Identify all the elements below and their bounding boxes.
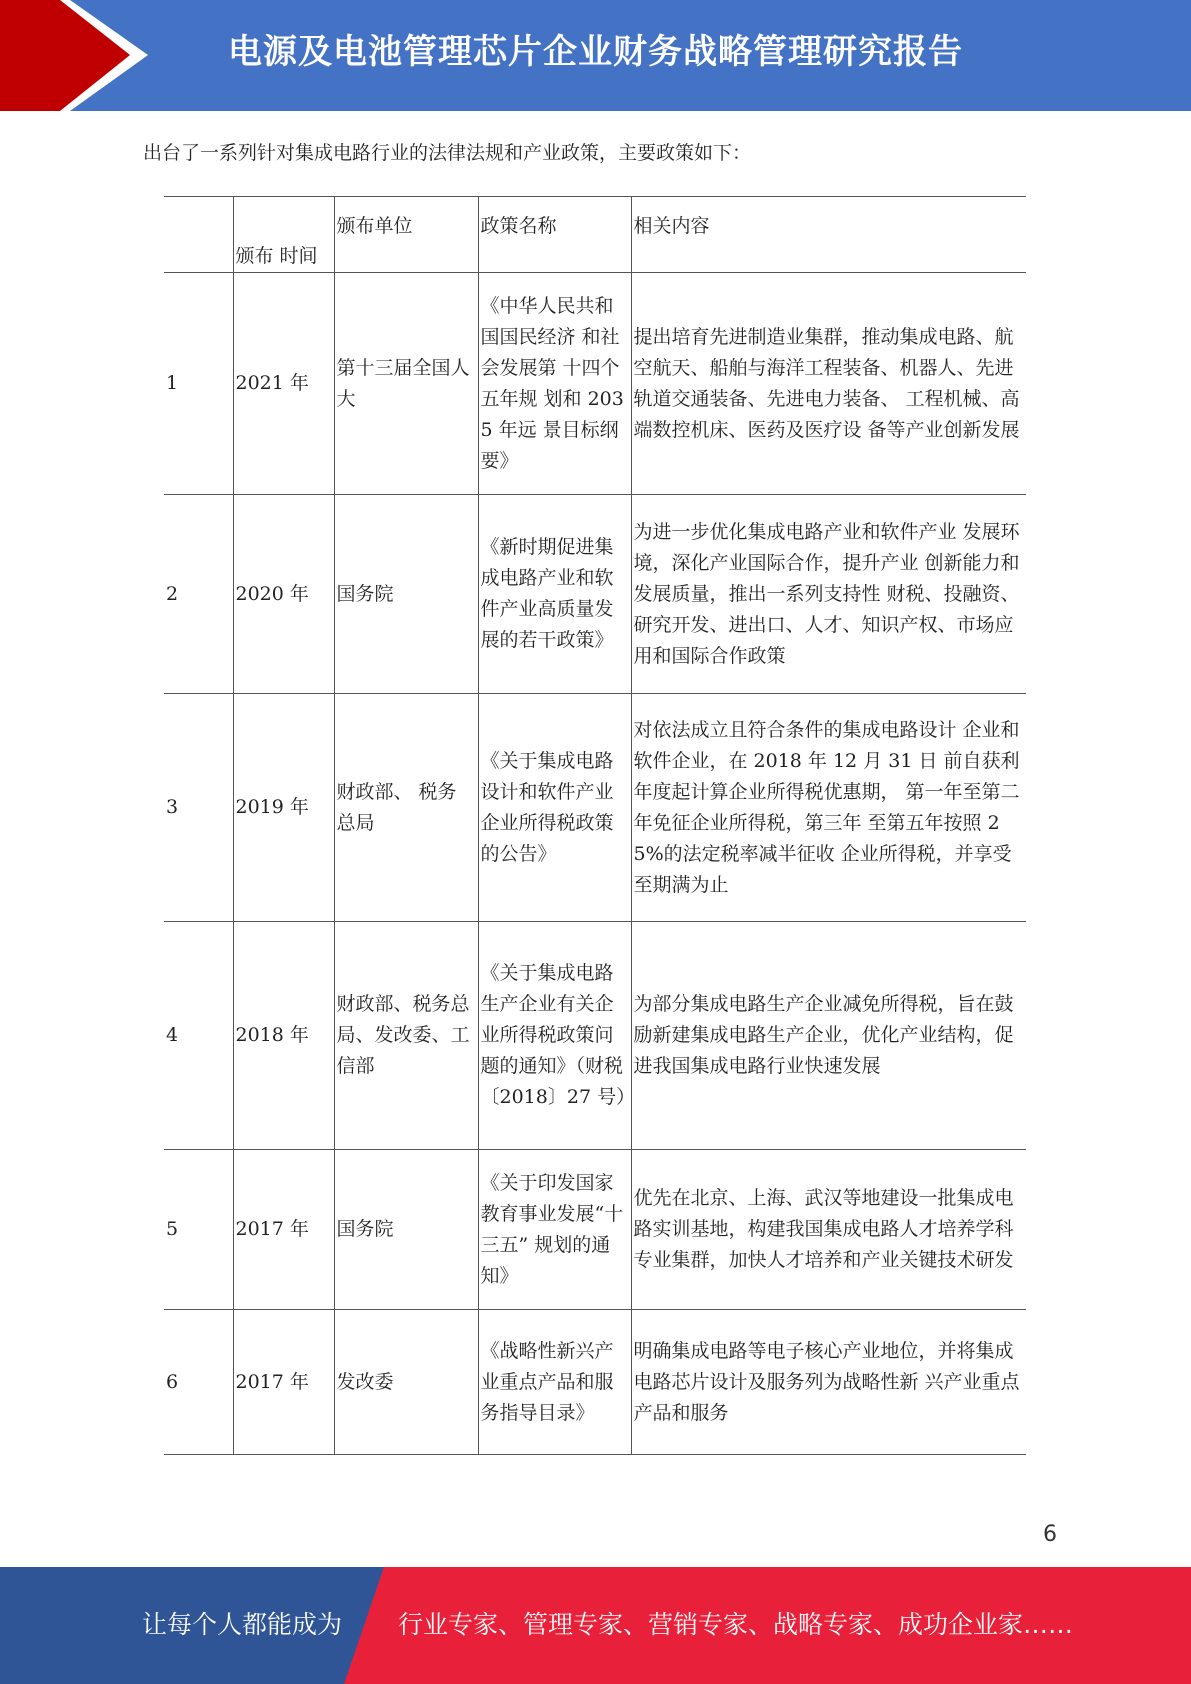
row-content: 为部分集成电路生产企业减免所得税，旨在鼓励新建集成电路生产企业，优化产业结构，促进我国集成电路行业快速发展 (631, 922, 1026, 1150)
row-content: 明确集成电路等电子核心产业地位，并将集成电路芯片设计及服务列为战略性新 兴产业重点产品和服务 (631, 1310, 1026, 1455)
row-time: 2019 年 (233, 694, 334, 922)
page-number: 6 (1043, 1522, 1057, 1547)
footer-slogan-right: 行业专家、管理专家、营销专家、战略专家、成功企业家…… (398, 1610, 1074, 1639)
row-index: 3 (164, 694, 233, 922)
row-content: 提出培育先进制造业集群，推动集成电路、航空航天、船舶与海洋工程装备、机器人、先进轨道交通装备、先进电力装备、 工程机械、高端数控机床、医药及医疗设 备等产业创新发展 (631, 273, 1026, 495)
row-issuer: 财政部、 税务总局 (334, 694, 478, 922)
row-content: 为进一步优化集成电路产业和软件产业 发展环境，深化产业国际合作，提升产业 创新能力和发展质量，推出一系列支持性 财税、投融资、研究开发、进出口、人才、知识产权、市场应用和国际合作政策 (631, 495, 1026, 694)
row-issuer: 第十三届全国人大 (334, 273, 478, 495)
row-content: 优先在北京、上海、武汉等地建设一批集成电路实训基地，构建我国集成电路人才培养学科专业集群，加快人才培养和产业关键技术研发 (631, 1150, 1026, 1310)
intro-paragraph: 出台了一系列针对集成电路行业的法律法规和产业政策，主要政策如下： (143, 142, 752, 164)
row-index: 2 (164, 495, 233, 694)
row-time: 2017 年 (233, 1150, 334, 1310)
row-index: 5 (164, 1150, 233, 1310)
row-issuer: 国务院 (334, 495, 478, 694)
row-policy: 《新时期促进集成电路产业和软件产业高质量发展的若干政策》 (478, 495, 631, 694)
row-issuer: 发改委 (334, 1310, 478, 1455)
row-policy: 《关于集成电路设计和软件产业企业所得税政策的公告》 (478, 694, 631, 922)
row-time: 2020 年 (233, 495, 334, 694)
policy-table (164, 196, 1026, 1455)
column-header-index (164, 197, 233, 273)
document-title: 电源及电池管理芯片企业财务战略管理研究报告 (228, 32, 963, 72)
row-time: 2018 年 (233, 922, 334, 1150)
row-index: 1 (164, 273, 233, 495)
row-content: 对依法成立且符合条件的集成电路设计 企业和软件企业，在 2018 年 12 月 31 日 前自获利年度起计算企业所得税优惠期， 第一年至第二年免征企业所得税，第三年 至第五年按照 25%的法定税率减半征收 企业所得税，并享受至期满为止 (631, 694, 1026, 922)
row-issuer: 财政部、税务总局、发改委、工信部 (334, 922, 478, 1150)
row-policy: 《战略性新兴产业重点产品和服务指导目录》 (478, 1310, 631, 1455)
row-time: 2017 年 (233, 1310, 334, 1455)
header-banner (0, 0, 1191, 111)
table-row (164, 273, 1026, 495)
column-header-issuer: 颁布单位 (334, 197, 478, 273)
footer-banner (0, 1567, 1191, 1684)
column-header-policy: 政策名称 (478, 197, 631, 273)
table-row (164, 1310, 1026, 1455)
row-issuer: 国务院 (334, 1150, 478, 1310)
table-row (164, 495, 1026, 694)
row-policy: 《关于集成电路生产企业有关企业所得税政策问题的通知》（财税〔2018〕27 号） (478, 922, 631, 1150)
column-header-time: 颁布 时间 (233, 197, 334, 273)
row-time: 2021 年 (233, 273, 334, 495)
footer-slogan-left: 让每个人都能成为 (142, 1610, 343, 1639)
table-row (164, 1150, 1026, 1310)
row-policy: 《中华人民共和国国民经济 和社会发展第 十四个五年规 划和 2035 年远 景目标纲要》 (478, 273, 631, 495)
table-header-row (164, 197, 1026, 273)
column-header-content: 相关内容 (631, 197, 1026, 273)
row-index: 6 (164, 1310, 233, 1455)
row-index: 4 (164, 922, 233, 1150)
row-policy: 《关于印发国家教育事业发展“十三五” 规划的通知》 (478, 1150, 631, 1310)
table-row (164, 922, 1026, 1150)
table-row (164, 694, 1026, 922)
